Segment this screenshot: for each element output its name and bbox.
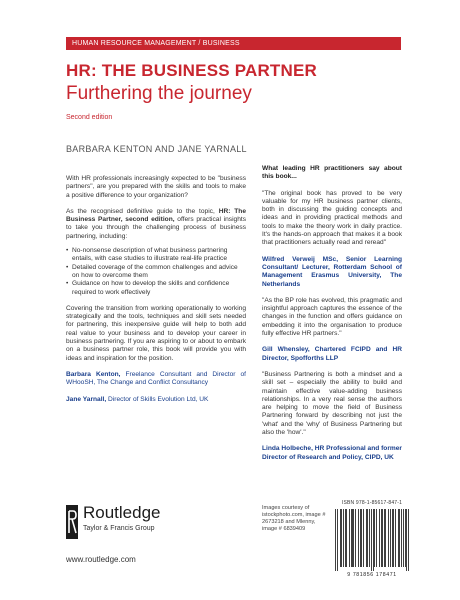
barcode-bar (349, 509, 350, 567)
author1-bio (66, 371, 246, 388)
blurb-column (66, 175, 246, 412)
book-title: HR: THE BUSINESS PARTNER (66, 61, 318, 80)
barcode-bar (399, 509, 400, 567)
barcode-bar (388, 509, 389, 567)
barcode-bar (352, 509, 353, 567)
barcode-bar (358, 509, 359, 567)
quote-1: "The original book has proved to be very valuable for my HR business partner clients, both in discussing the guiding concepts and ideas and in providing practical methods and tools to make the theory work in daily practice. It's the hands-on approach that makes it a book that practitioners actually read and reread" (262, 189, 402, 247)
barcode-bar (384, 509, 385, 567)
endorser-2: Gill Whensley, Chartered FCIPD and HR Director, Spofforths LLP (262, 346, 402, 362)
barcode-bar (398, 509, 399, 567)
covering-paragraph: Covering the transition from working operationally to working strategically and the tools, techniques and skill sets needed for partnering, this inexpensive guide will help to both add real value to your business and to develop your career in business partnering. If you are aspiring to or about to embark on a business partner role, this book will provide you with ideas and inspiration for the position. (66, 304, 246, 362)
quote-3: "Business Partnering is both a mindset and a skill set – especially the ability to build and maintain effective value-adding business relationships. In a very real sense the authors are helping to move the field of Business Partnering forward by describing not just the 'what' and the 'why' of Business Partnering but also the 'how'." (262, 370, 402, 437)
author1-name: Barbara Kenton, (66, 370, 121, 378)
endorser-3: Linda Holbeche, HR Professional and former Director of Research and Policy, CIPD, UK (262, 445, 402, 461)
barcode-bar (355, 509, 356, 567)
endorsements-column (262, 165, 402, 470)
barcode-bar (395, 509, 396, 567)
barcode-bar (373, 509, 374, 571)
barcode-bar (361, 509, 362, 567)
authors-line: BARBARA KENTON AND JANE YARNALL (66, 144, 247, 154)
barcode-bar (360, 509, 361, 567)
isbn-barcode-block (332, 500, 412, 582)
endorser-1: Wilfred Verweij MSc, Senior Learning Consultant/ Lecturer, Rotterdam School of Management Erasmus University, The Netherlands (262, 255, 402, 288)
barcode-bar (343, 509, 344, 567)
barcode-bar (392, 509, 393, 567)
isbn-label: ISBN 978-1-85617-847-1 (341, 500, 403, 506)
barcode-bar (401, 509, 402, 567)
barcode-bar (341, 509, 342, 567)
barcode-bar (366, 509, 367, 567)
barcode-bar (337, 509, 338, 571)
barcode-bar (345, 509, 346, 567)
guide-paragraph (66, 208, 246, 241)
barcode-bar (374, 509, 375, 567)
barcode-bar (363, 509, 364, 567)
edition-label: Second edition (66, 114, 113, 121)
barcode-bar (369, 509, 370, 567)
book-subtitle: Furthering the journey (66, 83, 252, 104)
intro-paragraph: With HR professionals increasingly expected to be "business partners", are you prepared with the skills and tools to make a positive difference to your organization? (66, 175, 246, 199)
isbn-digits: 9 781856 178471 (347, 572, 397, 578)
barcode-bar (346, 509, 347, 567)
author2-name: Jane Yarnall, (66, 395, 107, 403)
barcode-bar (379, 509, 380, 567)
barcode-bar (340, 509, 341, 567)
guide-title: HR: The Business Partner, second edition, (66, 207, 247, 224)
barcode-bar (376, 509, 377, 567)
barcode-bar (385, 509, 386, 567)
barcode-bar (367, 509, 368, 567)
image-credits: Images courtesy of istockphoto.com, image # 2673218 and Mlenny, image # 6839409 (262, 505, 326, 532)
barcode-bar (408, 509, 409, 571)
list-item: • No-nonsense description of what business partnering entails, with case studies to illustrate real-life practice (66, 247, 246, 264)
barcode-bar (405, 509, 406, 567)
author1-desc: Freelance Consultant and Director of WHooSH, The Change and Conflict Consultancy (66, 370, 246, 387)
barcode-bar (382, 509, 383, 567)
routledge-r-icon (66, 505, 78, 539)
barcode-graphic (335, 509, 409, 571)
category-band: HUMAN RESOURCE MANAGEMENT / BUSINESS (66, 37, 401, 50)
barcode-bar (390, 509, 391, 567)
author2-desc: Director of Skills Evolution Ltd, UK (106, 395, 209, 403)
publisher-name: Routledge (83, 503, 161, 522)
author2-bio (66, 396, 246, 404)
barcode-bar (381, 509, 382, 567)
barcode-bar (351, 509, 352, 567)
guide-post: offers practical insights to take you through the challenging process of business partnering, including: (66, 216, 246, 240)
publisher-tagline: Taylor & Francis Group (83, 525, 155, 532)
barcode-bar (335, 509, 336, 571)
publisher-logo (66, 503, 236, 553)
publisher-website: www.routledge.com (66, 555, 136, 564)
barcode-bar (353, 509, 354, 567)
barcode-bar (393, 509, 394, 567)
feature-list (66, 247, 246, 297)
quote-2: "As the BP role has evolved, this pragmatic and insightful approach captures the essence of the changes in the function and offers guidance on embedding it into the organisation to produce fully effective HR partners." (262, 296, 402, 338)
list-item: • Guidance on how to develop the skills and confidence required to work effectively (66, 280, 246, 297)
list-item: • Detailed coverage of the common challenges and advice on how to overcome them (66, 264, 246, 281)
endorsements-heading: What leading HR practitioners say about this book... (262, 165, 402, 181)
barcode-bar (406, 509, 407, 571)
guide-pre: As the recognised definitive guide to the topic, (66, 207, 219, 215)
barcode-bar (403, 509, 404, 567)
barcode-bar (371, 509, 372, 571)
